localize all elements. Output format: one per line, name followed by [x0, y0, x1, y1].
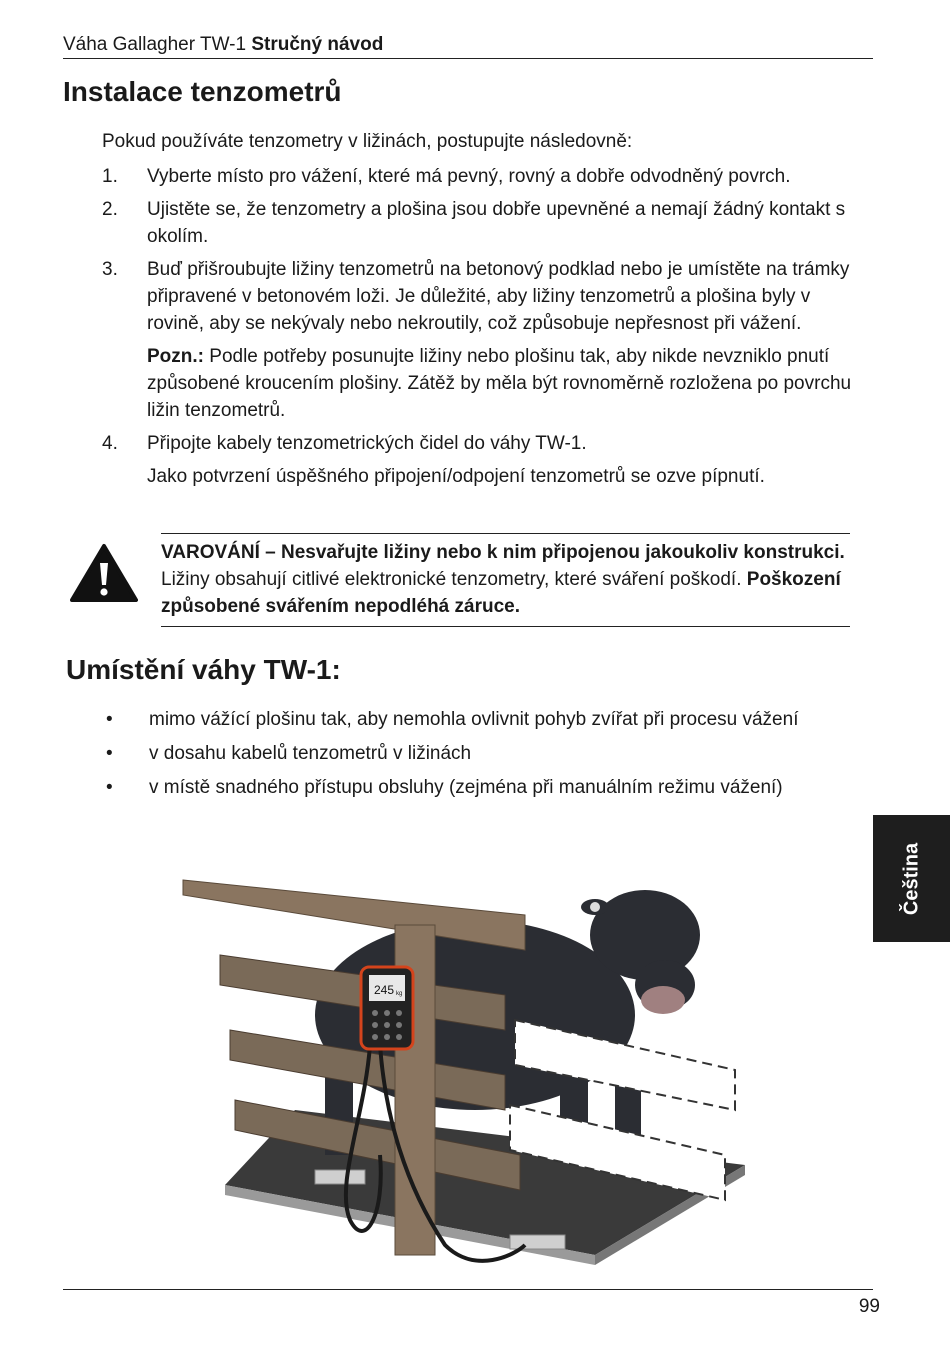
- step-2: [102, 196, 862, 250]
- device-display-value: 245: [374, 983, 395, 997]
- device-display-unit: kg: [396, 991, 403, 997]
- bullet-mark: •: [106, 709, 113, 730]
- header-rule: [63, 58, 873, 59]
- step-4: [102, 430, 862, 457]
- note-text: Podle potřeby posunujte ližiny nebo plošinu tak, aby nikde nevzniklo pnutí způsobené kroucením plošiny. Zátěž by měla být rovnoměrně rozložena po povrchu ližin tenzometrů.: [147, 346, 852, 421]
- section-title-placement: Umístění váhy TW-1:: [66, 654, 341, 685]
- step-3: [102, 256, 862, 337]
- language-tab-label: Čeština: [900, 842, 922, 915]
- step-number: 2.: [102, 199, 118, 220]
- warning-headline: VAROVÁNÍ – Nesvařujte ližiny nebo k nim připojenou jakoukoliv konstrukci.: [161, 542, 845, 563]
- step-1: [102, 163, 862, 190]
- section-title-installation: Instalace tenzometrů: [63, 76, 342, 107]
- list-item-text: v dosahu kabelů tenzometrů v ližinách: [149, 743, 472, 764]
- placement-list: [102, 706, 862, 808]
- note-paragraph: [102, 343, 862, 424]
- list-item: [102, 706, 862, 733]
- list-item: [102, 740, 862, 767]
- list-item-text: v místě snadného přístupu obsluhy (zejména při manuálním režimu vážení): [149, 777, 783, 798]
- step-number: 3.: [102, 259, 118, 280]
- warning-icon: [70, 543, 138, 603]
- page-number: 99: [858, 1296, 880, 1317]
- bullet-mark: •: [106, 777, 113, 798]
- warning-warranty: Poškození způsobené svářením nepodléhá záruce.: [161, 569, 841, 617]
- step-text: Ujistěte se, že tenzometry a plošina jsou dobře upevněné a nemají žádný kontakt s okolím.: [147, 199, 846, 247]
- list-item-text: mimo vážící plošinu tak, aby nemohla ovlivnit pohyb zvířat při procesu vážení: [149, 709, 799, 730]
- step-number: 4.: [102, 433, 118, 454]
- installation-steps: [102, 163, 862, 496]
- running-header: [63, 34, 383, 56]
- tw1-indicator-device: [361, 967, 413, 1049]
- list-item: [102, 774, 862, 801]
- step-text: Připojte kabely tenzometrických čidel do váhy TW-1.: [147, 433, 587, 454]
- header-product: Váha Gallagher TW-1: [63, 34, 247, 55]
- step-text: Vyberte místo pro vážení, které má pevný, rovný a dobře odvodněný povrch.: [147, 166, 791, 187]
- cattle-scale-illustration: [175, 855, 775, 1275]
- warning-text: Ližiny obsahují citlivé elektronické tenzometry, které sváření poškodí.: [161, 569, 747, 590]
- footer-rule: [63, 1289, 873, 1290]
- header-doc-type: Stručný návod: [251, 34, 384, 55]
- step-number: 1.: [102, 166, 118, 187]
- language-tab: [873, 815, 950, 942]
- intro-paragraph: Pokud používáte tenzometry v ližinách, postupujte následovně:: [102, 131, 633, 152]
- confirm-paragraph: Jako potvrzení úspěšného připojení/odpojení tenzometrů se ozve pípnutí.: [147, 466, 765, 487]
- bullet-mark: •: [106, 743, 113, 764]
- step-text: Buď přišroubujte ližiny tenzometrů na betonový podklad nebo je umístěte na trámky připravené v betonovém loži. Je důležité, aby ližiny tenzometrů a plošina byly v rovině, aby se nekývaly nebo nekroutily, což způsobuje nepřesnost při vážení.: [147, 259, 850, 334]
- warning-box: [161, 533, 850, 627]
- note-label: Pozn.:: [147, 346, 204, 367]
